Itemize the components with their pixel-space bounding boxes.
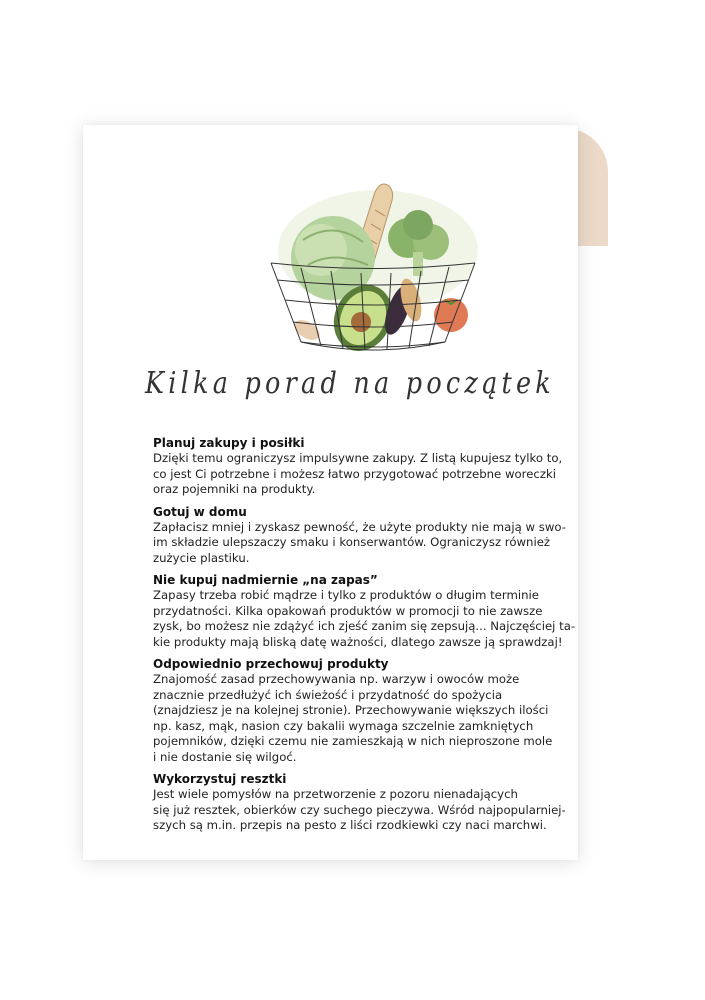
tip-section (153, 504, 566, 567)
tip-section (153, 657, 553, 765)
tip-text-line: Zapasy trzeba robić mądrze i tylko z produktów o długim terminie (153, 588, 539, 602)
tip-text-line: co jest Ci potrzebne i możesz łatwo przygotować potrzebne woreczki (153, 466, 556, 481)
tip-section (153, 436, 563, 498)
tip-text-line: zysk, bo możesz nie zdążyć ich zjeść zanim się zepsują... Najczęściej ta- (153, 619, 576, 633)
tip-text-line: Jest wiele pomysłów na przetworzenie z pozoru nienadających (153, 787, 518, 801)
tip-title: Planuj zakupy i posiłki (153, 436, 305, 450)
tip-text-line: przydatności. Kilka opakowań produktów w promocji to nie zawsze (153, 603, 543, 618)
tip-title: Odpowiednio przechowuj produkty (153, 657, 389, 671)
tip-text-line: pojemników, dzięki czemu nie zamieszkają w nich nieproszone mole (153, 734, 553, 748)
vegetable-basket-illustration (263, 170, 483, 360)
tip-title: Nie kupuj nadmiernie „na zapas” (153, 573, 378, 587)
tip-text-line: się już resztek, obierków czy suchego pieczywa. Wśród najpopularniej- (153, 802, 566, 817)
tip-text-line: (znajdziesz je na kolejnej stronie). Przechowywanie większych ilości (153, 703, 549, 717)
tip-text-line: im składzie ulepszaczy smaku i konserwantów. Ograniczysz również (153, 535, 551, 549)
tip-text-line: Znajomość zasad przechowywania np. warzyw i owoców może (153, 672, 520, 686)
tip-text-line: oraz pojemniki na produkty. (153, 482, 316, 496)
page-heading (145, 355, 565, 415)
tip-section (153, 772, 566, 834)
tip-title: Wykorzystuj resztki (153, 772, 287, 786)
tips-list (153, 436, 576, 841)
tip-text-line: Zapłacisz mniej i zyskasz pewność, że użyte produkty nie mają w swo- (153, 519, 566, 534)
tip-text-line: zużycie plastiku. (153, 550, 250, 565)
tip-text-line: szych są m.in. przepis na pesto z liści rzodkiewki czy naci marchwi. (153, 818, 547, 832)
leaflet-page (83, 125, 578, 860)
heading-text: Kilka porad na początek (144, 366, 555, 401)
tip-text-line: kie produkty mają bliską datę ważności, dlatego zawsze ją sprawdzaj! (153, 634, 563, 649)
tip-text-line: i nie dostanie się wilgoć. (153, 749, 297, 764)
tip-title: Gotuj w domu (153, 504, 247, 519)
tip-text-line: Dzięki temu ograniczysz impulsywne zakupy. Z listą kupujesz tylko to, (153, 451, 563, 465)
tip-text-line: znacznie przedłużyć ich świeżość i przydatność do spożycia (153, 687, 503, 702)
tip-text-line: np. kasz, mąk, nasion czy bakalii wymaga szczelnie zamkniętych (153, 718, 534, 733)
tip-section (153, 573, 576, 650)
